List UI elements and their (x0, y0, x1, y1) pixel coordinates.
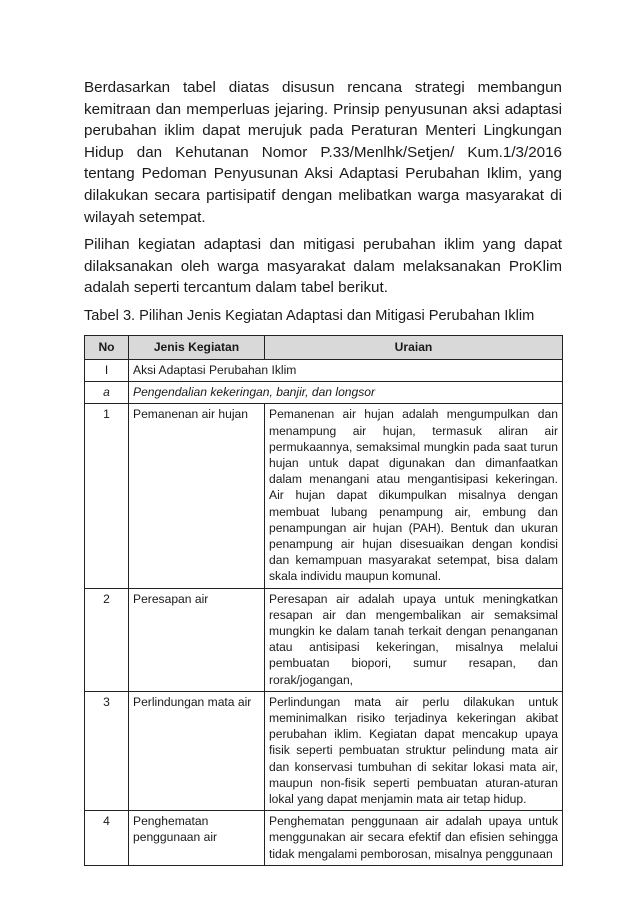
subsection-title: Pengendalian kekeringan, banjir, dan longsor (129, 382, 563, 404)
section-row (85, 360, 563, 382)
row-number: 3 (85, 691, 129, 810)
table-row (85, 811, 563, 866)
table-row (85, 691, 563, 810)
table-caption: Tabel 3. Pilihan Jenis Kegiatan Adaptasi dan Mitigasi Perubahan Iklim (84, 308, 535, 324)
paragraph-strategy: Berdasarkan tabel diatas disusun rencana strategi membangun kemitraan dan memperluas jejaring. Prinsip penyusunan aksi adaptasi perubahan iklim dapat merujuk pada Peraturan Menteri Lingkungan Hidup dan Kehutanan Nomor P.33/Menlhk/Setjen/ Kum.1/3/2016 tentang Pedoman Penyusunan Aksi Adaptasi Perubahan Iklim, yang dilakukan secara partisipatif dengan melibatkan warga masyarakat di wilayah setempat. (84, 79, 562, 226)
row-jenis: Perlindungan mata air (129, 691, 265, 810)
paragraph-activity-options: Pilihan kegiatan adaptasi dan mitigasi perubahan iklim yang dapat dilaksanakan oleh warga masyarakat dalam melaksanakan ProKlim adalah seperti tercantum dalam tabel berikut. (84, 236, 562, 297)
subsection-letter: a (85, 382, 129, 404)
row-number: 4 (85, 811, 129, 866)
row-uraian: Peresapan air adalah upaya untuk meningkatkan resapan air dan mengembalikan air semaksimal mungkin ke dalam tanah terkait dengan penanganan atau antisipasi kekeringan, misalnya melalui pembuatan biopori, sumur resapan, dan rorak/jogangan, (265, 588, 563, 691)
section-number: I (85, 360, 129, 382)
row-jenis: Penghematan penggunaan air (129, 811, 265, 866)
row-number: 2 (85, 588, 129, 691)
row-jenis: Peresapan air (129, 588, 265, 691)
activity-table (84, 335, 563, 866)
table-header-row (85, 336, 563, 360)
section-title: Aksi Adaptasi Perubahan Iklim (129, 360, 563, 382)
header-jenis-kegiatan: Jenis Kegiatan (129, 336, 265, 360)
row-uraian: Perlindungan mata air perlu dilakukan untuk meminimalkan risiko terjadinya kekeringan akibat perubahan iklim. Kegiatan dapat mencakup upaya fisik seperti pembuatan struktur pelindung mata air dan konservasi tumbuhan di sekitar lokasi mata air, maupun non-fisik seperti pembuatan aturan-aturan lokal yang dapat menjamin mata air tetap hidup. (265, 691, 563, 810)
row-uraian: Pemanenan air hujan adalah mengumpulkan dan menampung air hujan, termasuk aliran air permukaannya, semaksimal mungkin pada saat turun hujan untuk dapat digunakan dan dimanfaatkan dalam menangani atau mengantisipasi kekeringan. Air hujan dapat dikumpulkan misalnya dengan membuat lubang penampung air, embung dan penampungan air hujan (PAH). Bentuk dan ukuran penampung air hujan disesuaikan dengan kondisi dan kemampuan masyarakat setempat, bisa dalam skala individu maupun komunal. (265, 404, 563, 588)
table-row (85, 404, 563, 588)
table-row (85, 588, 563, 691)
header-no: No (85, 336, 129, 360)
row-jenis: Pemanenan air hujan (129, 404, 265, 588)
row-uraian: Penghematan penggunaan air adalah upaya untuk menggunakan air secara efektif dan efisien sehingga tidak mengalami pemborosan, misalnya penggunaan (265, 811, 563, 866)
row-number: 1 (85, 404, 129, 588)
header-uraian: Uraian (265, 336, 563, 360)
subsection-row (85, 382, 563, 404)
